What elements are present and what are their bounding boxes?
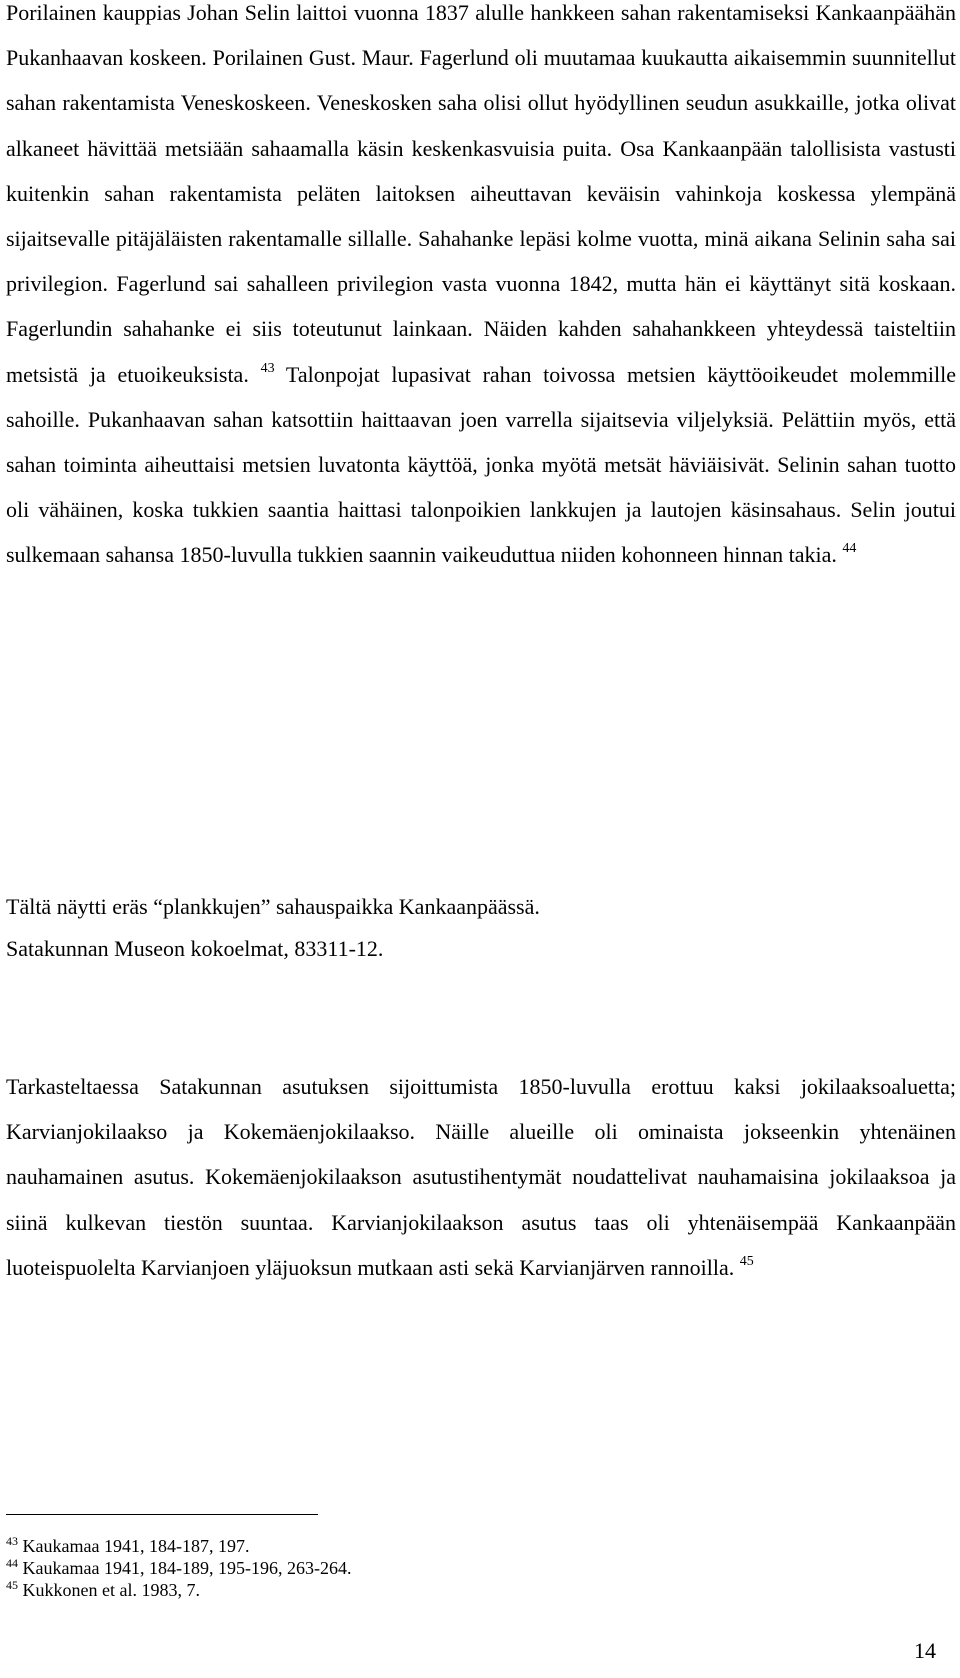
footnotes	[6, 1535, 351, 1601]
footnote-text: Kaukamaa 1941, 184-187, 197.	[22, 1536, 250, 1556]
footnote-number: 44	[6, 1556, 18, 1570]
footnote-text: Kukkonen et al. 1983, 7.	[22, 1580, 200, 1600]
footnote	[6, 1535, 351, 1557]
footnote	[6, 1557, 351, 1579]
paragraph-text: Tarkasteltaessa Satakunnan asutuksen sijoittumista 1850-luvulla erottuu kaksi jokilaaksoaluetta; Karvianjokilaakso ja Kokemäenjokilaakso. Näille alueille oli ominaista jokseenkin yhtenäinen nauhamainen asutus. Kokemäenjokilaakson asutustihentymät noudattelivat nauhamaisina jokilaaksoa ja siinä kulkevan tiestön suuntaa. Karvianjokilaakson asutus taas oli yhtenäisempää Kankaanpään luoteispuolelta Karvianjoen yläjuoksun mutkaan asti sekä Karvianjärven rannoilla.	[6, 1074, 956, 1280]
footnote-number: 45	[6, 1578, 18, 1592]
footnote-divider	[6, 1514, 318, 1515]
paragraph-settlement	[6, 1064, 956, 1290]
paragraph-text: Talonpojat lupasivat rahan toivossa metsien käyttöoikeudet molemmille sahoille. Pukanhaavan sahan katsottiin haittaavan joen varrella sijaitsevia viljelyksiä. Pelättiin myös, että sahan toiminta aiheuttaisi metsien luvatonta käyttöä, jonka myötä metsät häviäisivät. Selinin sahan tuotto oli vähäinen, koska tukkien saantia haittasi talonpoikien lankkujen ja lautojen käsinsahaus. Selin joutui sulkemaan sahansa 1850-luvulla tukkien saannin vaikeuduttua niiden kohonneen hinnan takia.	[6, 361, 956, 568]
footnote-reference: 43	[260, 360, 275, 376]
footnote	[6, 1579, 351, 1601]
paragraph-text: Porilainen kauppias Johan Selin laittoi vuonna 1837 alulle hankkeen sahan rakentamiseksi Kankaanpäähän Pukanhaavan koskeen. Porilainen Gust. Maur. Fagerlund oli muutamaa kuukautta aikaisemmin suunnitellut sahan rakentamista Veneskoskeen. Veneskosken saha olisi ollut hyödyllinen seudun asukkaille, jotka olivat alkaneet hävittää metsiään sahaamalla käsin keskenkasvuisia puita. Osa Kankaanpään talollisista vastusti kuitenkin sahan rakentamista peläten laitoksen aiheuttavan keväisin vahinkoja koskessa ylempänä sijaitsevalle pitäjäläisten rakentamalle sillalle. Sahahanke lepäsi kolme vuotta, minä aikana Selinin saha sai privilegion. Fagerlund sai sahalleen privilegion vasta vuonna 1842, mutta hän ei käyttänyt sitä koskaan. Fagerlundin sahahanke ei siis toteutunut lainkaan. Näiden kahden sahahankkeen yhteydessä taisteltiin metsistä ja etuoikeuksista.	[6, 0, 956, 387]
caption-line: Tältä näytti eräs “plankkujen” sahauspaikka Kankaanpäässä.	[6, 894, 540, 919]
image-caption	[6, 886, 956, 970]
paragraph-sawmill-history	[6, 0, 956, 578]
footnote-number: 43	[6, 1534, 18, 1548]
caption-source-line: Satakunnan Museon kokoelmat, 83311-12.	[6, 936, 384, 961]
footnote-reference: 44	[842, 541, 857, 557]
page-number: 14	[914, 1638, 936, 1663]
footnote-reference: 45	[739, 1253, 754, 1269]
footnote-text: Kaukamaa 1941, 184-189, 195-196, 263-264.	[22, 1558, 352, 1578]
